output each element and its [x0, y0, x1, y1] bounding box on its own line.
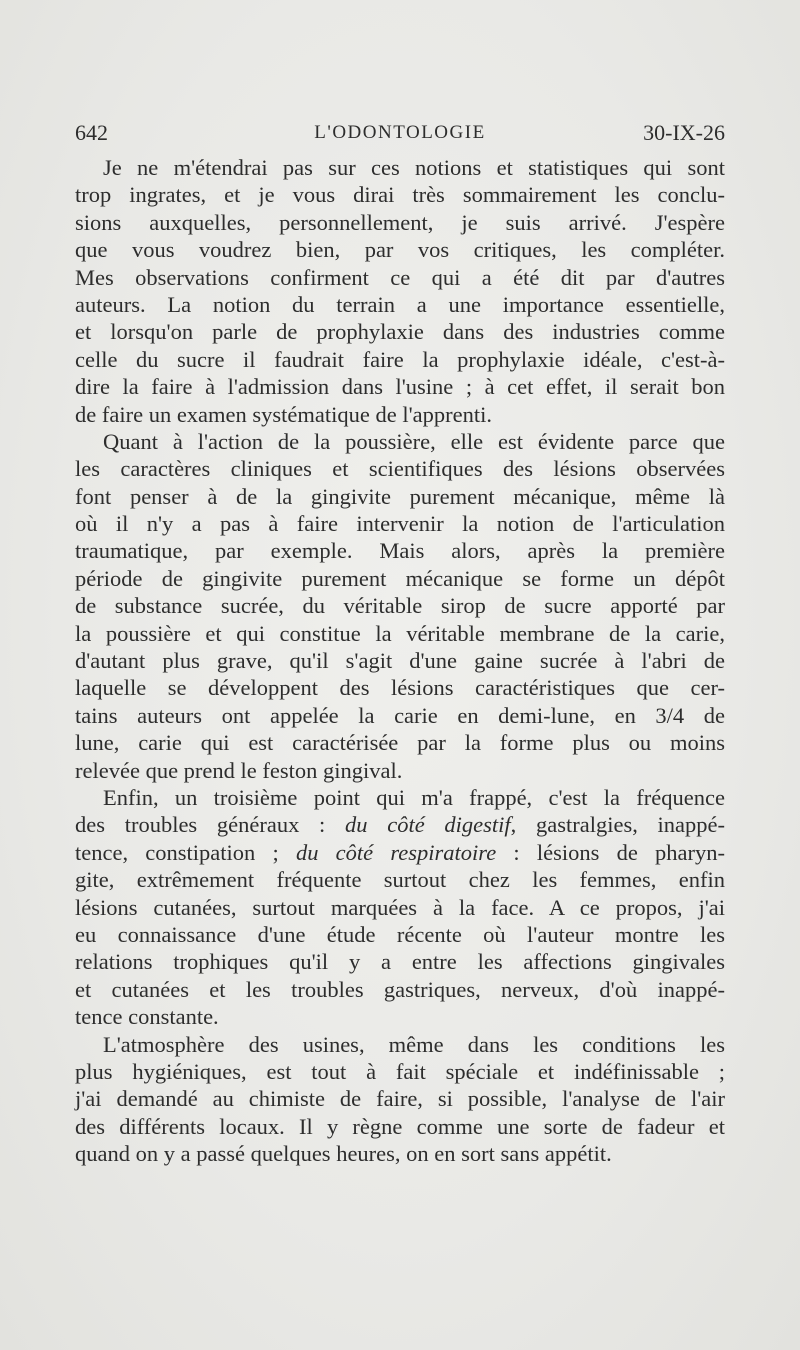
text-line: j'ai demandé au chimiste de faire, si possible, l'analyse de l'air [75, 1086, 725, 1112]
text-line: eu connaissance d'une étude récente où l'auteur montre les [75, 921, 725, 947]
text-line: d'autant plus grave, qu'il s'agit d'une gaine sucrée à l'abri de [75, 648, 725, 674]
text-line: et lorsqu'on parle de prophylaxie dans des industries comme [75, 319, 725, 345]
text-line: de substance sucrée, du véritable sirop de sucre apporté par [75, 593, 725, 619]
text-line: trop ingrates, et je vous dirai très sommairement les conclu- [75, 182, 725, 208]
text-line: tains auteurs ont appelée la carie en demi-lune, en 3/4 de [75, 702, 725, 728]
text-line: gite, extrêmement fréquente surtout chez les femmes, enfin [75, 867, 725, 893]
italic-phrase: du côté respiratoire [295, 839, 497, 865]
text-line: lune, carie qui est caractérisée par la forme plus ou moins [75, 730, 725, 756]
text-line: Mes observations confirment ce qui a été dit par d'autres [75, 264, 725, 290]
text-line: de faire un examen systématique de l'apprenti. [75, 401, 493, 427]
text-fragment: tence, constipation ; [75, 839, 279, 865]
text-line: font penser à de la gingivite purement mécanique, même là [75, 483, 725, 509]
text-line: tence constante. [75, 1004, 219, 1030]
text-line: plus hygiéniques, est tout à fait spéciale et indéfinissable ; [75, 1058, 725, 1084]
italic-phrase: du côté digestif [345, 812, 511, 838]
text-line: relevée que prend le feston gingival. [75, 757, 403, 783]
text-line: Je ne m'étendrai pas sur ces notions et statistiques qui sont [103, 155, 725, 180]
text-line: L'atmosphère des usines, même dans les conditions les [103, 1031, 725, 1057]
text-line: auteurs. La notion du terrain a une importance essentielle, [75, 291, 725, 317]
text-line: et cutanées et les troubles gastriques, nerveux, d'où inappé- [75, 976, 725, 1002]
text-line: Quant à l'action de la poussière, elle est évidente parce que [103, 428, 725, 454]
running-head [75, 118, 725, 148]
text-line: des différents locaux. Il y règne comme une sorte de fadeur et [75, 1113, 725, 1139]
issue-date: 30-IX-26 [643, 120, 725, 145]
text-fragment: des troubles généraux : [75, 812, 326, 838]
text-line [75, 811, 725, 838]
text-line [75, 839, 725, 866]
text-line: sions auxquelles, personnellement, je suis arrivé. J'espère [75, 209, 725, 235]
text-line: Enfin, un troisième point qui m'a frappé, c'est la fréquence [103, 784, 725, 810]
body-text [75, 154, 725, 1167]
text-line: les caractères cliniques et scientifiques des lésions observées [75, 456, 725, 482]
page-number: 642 [75, 120, 108, 145]
text-fragment: , gastralgies, inappé- [510, 812, 726, 838]
text-line: traumatique, par exemple. Mais alors, après la première [75, 538, 725, 564]
text-line: que vous voudrez bien, par vos critiques, les compléter. [75, 237, 725, 263]
text-line: quand on y a passé quelques heures, on en sort sans appétit. [75, 1141, 612, 1167]
text-line: laquelle se développent des lésions caractéristiques que cer- [75, 675, 725, 701]
text-line: la poussière et qui constitue la véritable membrane de la carie, [75, 620, 725, 646]
text-line: dire la faire à l'admission dans l'usine ; à cet effet, il serait bon [75, 374, 725, 400]
text-fragment: : lésions de pharyn- [496, 839, 726, 865]
text-line: relations trophiques qu'il y a entre les affections gingivales [75, 949, 725, 975]
text-line: celle du sucre il faudrait faire la prophylaxie idéale, c'est-à- [75, 346, 725, 372]
text-line: période de gingivite purement mécanique se forme un dépôt [75, 565, 725, 591]
text-line: où il n'y a pas à faire intervenir la notion de l'articulation [75, 511, 725, 537]
text-line: lésions cutanées, surtout marquées à la face. A ce propos, j'ai [75, 894, 725, 920]
journal-title: L'ODONTOLOGIE [314, 122, 486, 143]
